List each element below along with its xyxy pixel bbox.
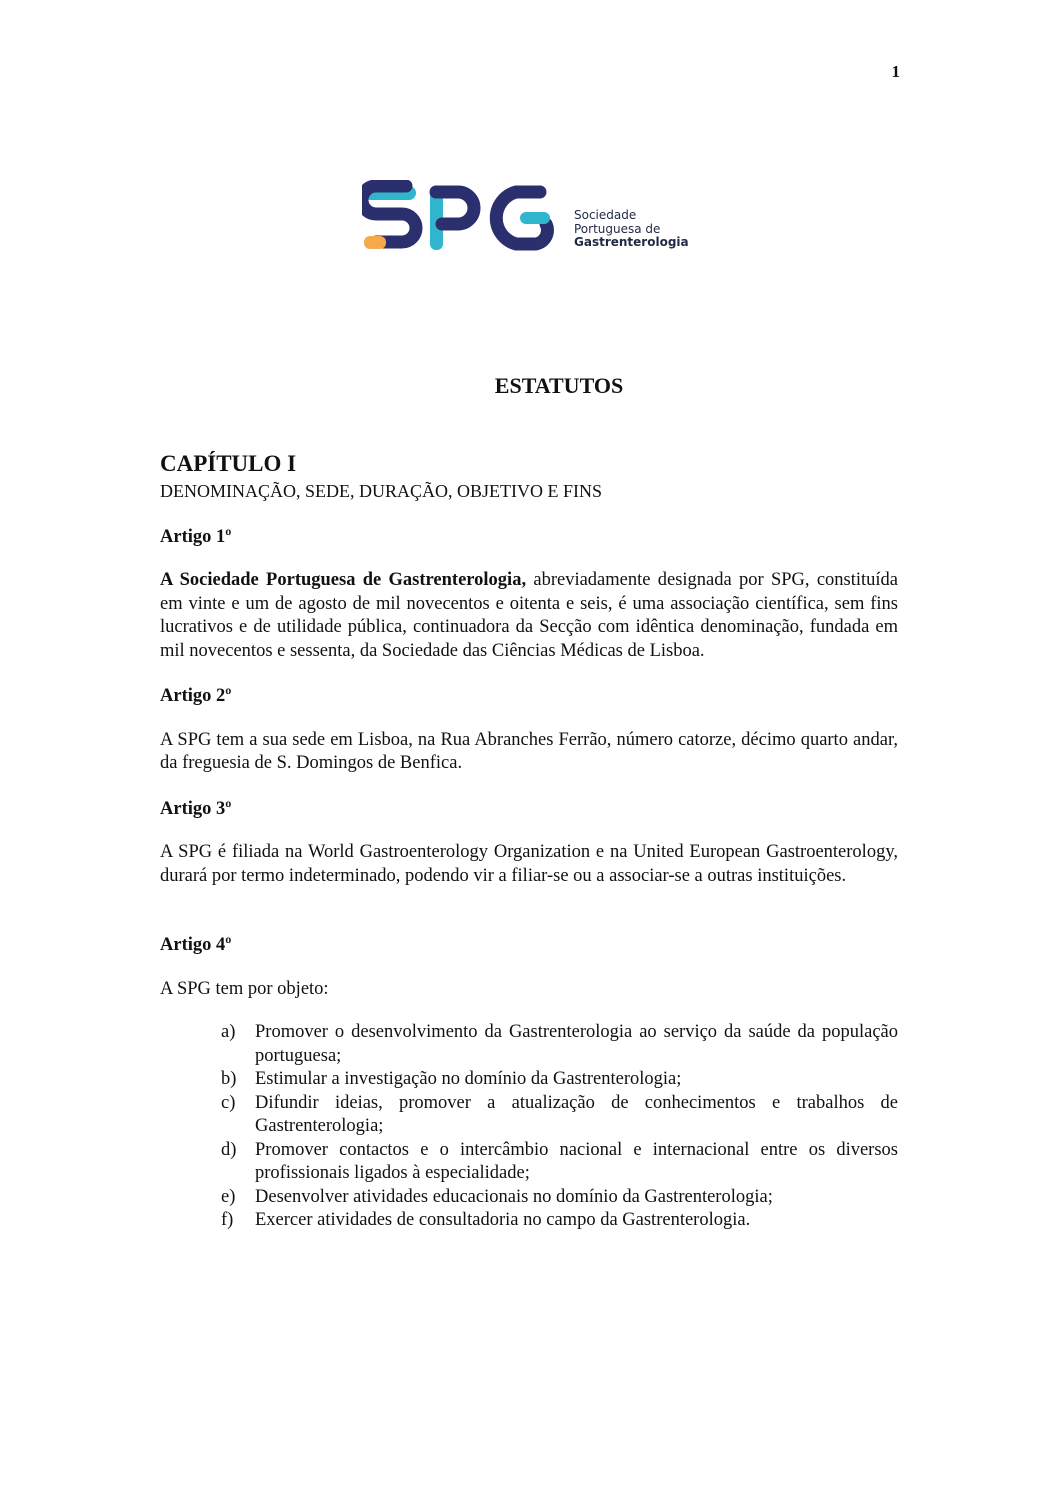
list-item: [221, 1139, 898, 1186]
list-marker: f): [221, 1210, 234, 1230]
article-1-title: Artigo 1º: [160, 526, 232, 547]
list-item: [221, 1092, 898, 1139]
logo-line-3: Gastrenterologia: [574, 235, 689, 249]
article-3-text: A SPG é filiada na World Gastroenterology Organization e na United European Gastroenterology, durará por termo indeterminado, podendo vir a filiar-se ou a associar-se a outras instituições.: [160, 842, 898, 886]
list-item: [221, 1068, 898, 1092]
article-1-body: abreviadamente designada por SPG, constituída em vinte e um de agosto de mil novecentos e oitenta e seis, é uma associação científica, sem fins lucrativos e de utilidade pública, continuadora da Secção com idêntica denominação, fundada em mil novecentos e sessenta, da Sociedade das Ciências Médicas de Lisboa.: [160, 570, 898, 661]
logo-line-1: Sociedade: [574, 208, 637, 222]
logo-letter-p: [430, 186, 474, 250]
list-marker: a): [221, 1022, 236, 1042]
article-1-text: [160, 569, 898, 663]
article-2-text: A SPG tem a sua sede em Lisboa, na Rua Abranches Ferrão, número catorze, décimo quarto andar, da freguesia de S. Domingos de Benfica.: [160, 729, 898, 773]
list-item: [221, 1209, 898, 1233]
logo-letter-s: [362, 186, 416, 249]
chapter-title: CAPÍTULO I: [160, 451, 297, 476]
list-item: [221, 1186, 898, 1210]
article-4-text: A SPG tem por objeto:: [160, 978, 329, 999]
article-4-title: Artigo 4º: [160, 935, 232, 955]
list-marker: b): [221, 1069, 237, 1089]
chapter-subtitle: DENOMINAÇÃO, SEDE, DURAÇÃO, OBJETIVO E FINS: [160, 481, 603, 501]
logo-line-2: Portuguesa de: [574, 221, 661, 236]
list-item-text: Promover contactos e o intercâmbio nacional e internacional entre os diversos profissionais ligados à especialidade;: [255, 1139, 898, 1183]
list-item-text: Exercer atividades de consultadoria no campo da Gastrenterologia.: [255, 1210, 751, 1230]
page-number: 1: [891, 62, 900, 81]
objectives-list: [160, 1021, 898, 1233]
article-2-title: Artigo 2º: [160, 686, 232, 706]
document-title: ESTATUTOS: [494, 373, 624, 398]
list-item-text: Promover o desenvolvimento da Gastrenterologia ao serviço da saúde da população portuguesa;: [255, 1022, 898, 1066]
logo-letter-g: [496, 192, 550, 244]
list-marker: c): [221, 1092, 236, 1113]
list-item-text: Difundir ideias, promover a atualização de conhecimentos e trabalhos de Gastrenterologia;: [255, 1092, 898, 1136]
list-marker: e): [221, 1186, 236, 1207]
document-body: [160, 450, 898, 1233]
logo-wordmark: [574, 209, 689, 250]
list-item-text: Desenvolver atividades educacionais no domínio da Gastrenterologia;: [255, 1186, 773, 1207]
list-item: [221, 1021, 898, 1068]
article-1-lead: A Sociedade Portuguesa de Gastrenterologia,: [160, 570, 527, 590]
list-marker: d): [221, 1139, 237, 1160]
article-3-title: Artigo 3º: [160, 798, 232, 819]
list-item-text: Estimular a investigação no domínio da Gastrenterologia;: [255, 1069, 682, 1089]
